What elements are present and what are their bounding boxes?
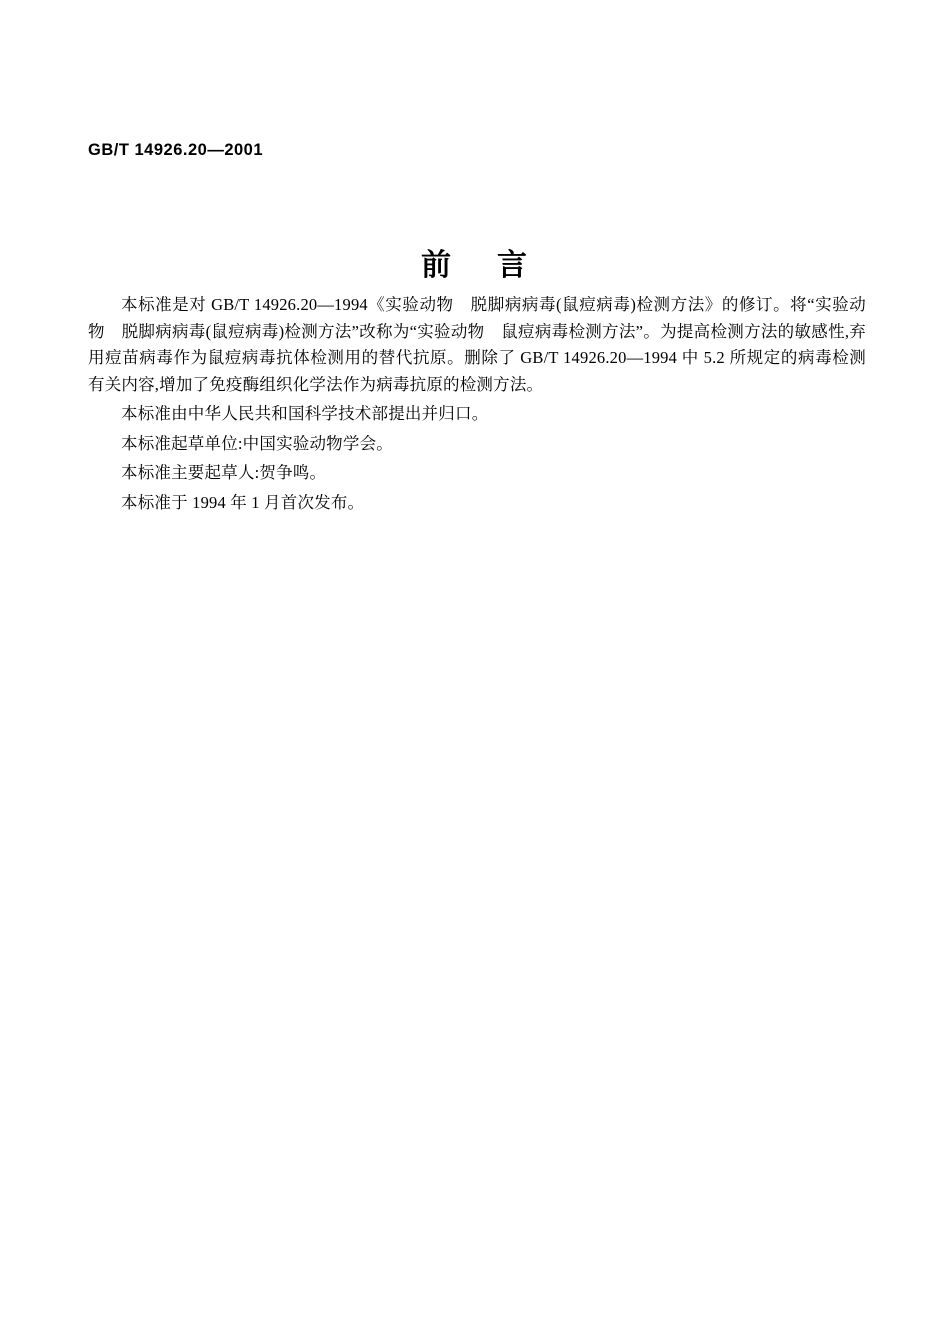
page-title: [0, 240, 950, 284]
foreword-body: [88, 292, 866, 516]
paragraph: 本标准主要起草人:贺争鸣。: [121, 463, 327, 482]
standard-number: GB/T 14926.20—2001: [88, 141, 264, 159]
page-title-left: 前: [421, 249, 453, 282]
paragraph: 本标准于 1994 年 1 月首次发布。: [121, 492, 365, 512]
paragraph: 本标准由中华人民共和国科学技术部提出并归口。: [121, 404, 489, 423]
paragraph: 本标准是对 GB/T 14926.20—1994《实验动物 脱脚病病毒(鼠痘病毒)检测方法》的修订。将“实验动物 脱脚病病毒(鼠痘病毒)检测方法”改称为“实验动物 鼠痘病毒检测方法”。为提高检测方法的敏感性,弃用痘苗病毒作为鼠痘病毒抗体检测用的替代抗原。删除了 GB/T 14926.20—1994 中 5.2 所规定的病毒检测有关内容,增加了免疫酶组织化学法作为病毒抗原的检测方法。: [88, 295, 866, 394]
page-title-right: 言: [497, 249, 529, 282]
paragraph: 本标准起草单位:中国实验动物学会。: [121, 433, 393, 453]
